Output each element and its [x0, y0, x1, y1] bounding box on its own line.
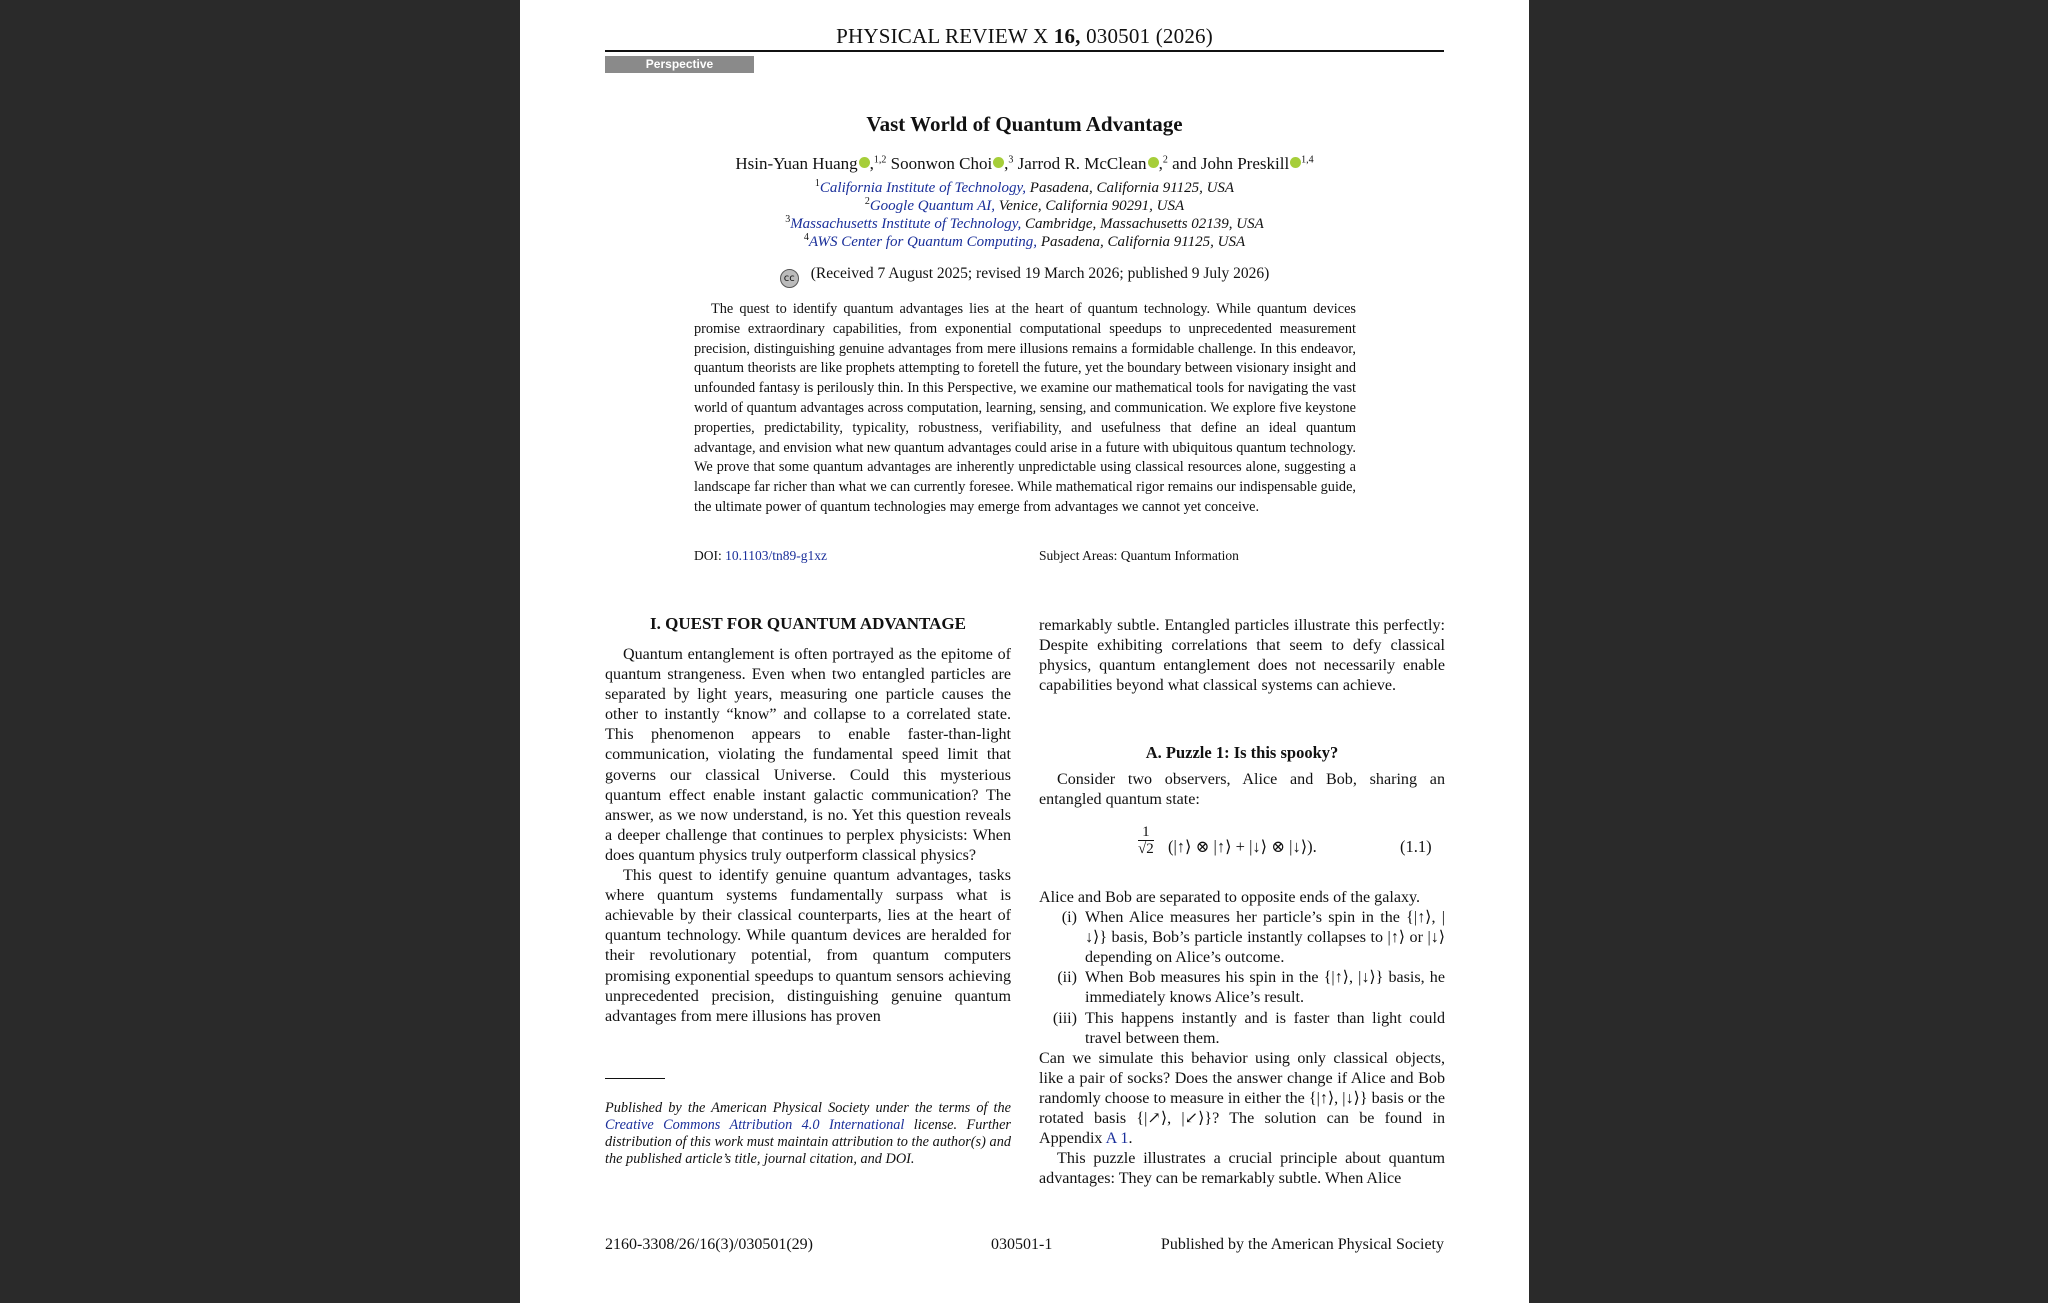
- journal-volume: 16,: [1053, 24, 1081, 48]
- paragraph: remarkably subtle. Entangled particles illustrate this perfectly: Despite exhibiting correlations that seem to defy classical physics, quantum entanglement does not necessarily enable capabilities beyond what classical systems can achieve.: [1039, 617, 1445, 695]
- left-column: [605, 645, 1011, 1027]
- author[interactable]: Hsin-Yuan Huang ,$^{1,2}$: [735, 154, 887, 173]
- appendix-link[interactable]: A 1: [1105, 1130, 1129, 1148]
- paragraph: This quest to identify genuine quantum advantages, tasks where quantum systems fundamentally surpass what is achievable by their classical counterparts, lies at the heart of quantum technology. While quantum devices are heralded for their revolutionary potential, from quantum computers promising exponential speedups to quantum sensors achieving unprecedented precision, distinguishing genuine quantum advantages from mere illusions has proven: [605, 867, 1011, 1025]
- orcid-icon[interactable]: [993, 157, 1004, 168]
- orcid-icon[interactable]: [1148, 157, 1159, 168]
- footer-publisher: Published by the American Physical Society: [1160, 1236, 1444, 1253]
- author-list: Hsin-Yuan Huang ,$^{1,2}$ Soonwon Choi ,$^3$ Jarrod R. McClean ,$^2$ and John Preskill $^{1,4}$: [735, 154, 1314, 173]
- article-title: Vast World of Quantum Advantage: [866, 112, 1183, 136]
- affiliation: $^4$AWS Center for Quantum Computing, Pasadena, California 91125, USA: [803, 232, 1246, 250]
- subject-areas: Subject Areas: Quantum Information: [1039, 548, 1239, 563]
- footer-issn: 2160-3308/26/16(3)/030501(29): [605, 1236, 813, 1253]
- puzzle-body: Alice and Bob are separated to opposite ends of the galaxy. (i) When Alice measures her particle’s spin in the {|↑⟩, |↓⟩} basis, Bob’s particle instantly collapses to |↑⟩ or |↓⟩ depending on Alice’s outcome. (ii) When Bob measures his spin in the {|↑⟩, |↓⟩} basis, he immediately knows Alice’s result. (iii) This happens instantly and is faster than light could travel between them. Can we simulate this behavior using only classical objects, like a pair of socks? Does the answer change if Alice and Bob randomly choose to measure in either the {|↑⟩, |↓⟩} basis or the rotated basis {|↗⟩, |↙⟩}? The solution can be found in Appendix A 1. This puzzle illustrates a crucial principle about quantum advantages: They can be remarkably subtle. When Alice: [1039, 888, 1445, 1189]
- equation-body: (|↑⟩ ⊗ |↑⟩ + |↓⟩ ⊗ |↓⟩).: [1168, 837, 1317, 856]
- list-item: (ii) When Bob measures his spin in the {|↑⟩, |↓⟩} basis, he immediately knows Alice’s result.: [1057, 969, 1445, 1007]
- paragraph: Quantum entanglement is often portrayed as the epitome of quantum strangeness. Even when two entangled particles are separated by light years, measuring one particle causes the other to instantly “know” and collapse to a correlated state. This phenomenon appears to enable faster-than-light communication, violating the fundamental speed limit that governs our classical Universe. Could this mysterious quantum effect enable instant galactic communication? The answer, as we now understand, is no. Yet this question reveals a deeper challenge that continues to perplex physicists: When does quantum physics truly outperform classical physics?: [605, 646, 1011, 864]
- affiliation-link[interactable]: AWS Center for Quantum Computing,: [808, 234, 1038, 250]
- publication-dates: cc (Received 7 August 2025; revised 19 March 2026; published 9 July 2026): [520, 265, 1529, 288]
- equation-label: (1.1): [1400, 837, 1432, 856]
- affiliation: $^2$Google Quantum AI, Venice, California 90291, USA: [864, 196, 1185, 214]
- affiliation-link[interactable]: Google Quantum AI,: [869, 198, 995, 214]
- doi-link[interactable]: 10.1103/tn89-g1xz: [725, 548, 827, 563]
- article-number: 030501 (2026): [1086, 24, 1213, 48]
- license-link[interactable]: Creative Commons Attribution 4.0 International: [605, 1117, 905, 1133]
- orcid-icon[interactable]: [1290, 157, 1301, 168]
- open-access-icon[interactable]: cc: [780, 269, 799, 288]
- author[interactable]: John Preskill $^{1,4}$: [1200, 154, 1314, 173]
- list-item: (iii) This happens instantly and is faster than light could travel between them.: [1052, 1009, 1445, 1047]
- affiliation: $^1$California Institute of Technology, Pasadena, California 91125, USA: [814, 178, 1235, 196]
- subsection-heading: A. Puzzle 1: Is this spooky?: [1145, 743, 1339, 762]
- orcid-icon[interactable]: [859, 157, 870, 168]
- author[interactable]: Soonwon Choi ,$^3$: [890, 154, 1014, 173]
- footnote-rule: [605, 1078, 665, 1079]
- doi: DOI: 10.1103/tn89-g1xz: [694, 548, 827, 563]
- header-rule: [605, 50, 1444, 52]
- abstract: The quest to identify quantum advantages lies at the heart of quantum technology. While quantum devices promise extraordinary capabilities, from exponential computational speedups to unprecedented measurement precision, distinguishing genuine advantages from mere illusions remains a formidable challenge. In this endeavor, quantum theorists are like prophets attempting to foretell the future, yet the boundary between visionary insight and unfounded fantasy is perilously thin. In this Perspective, we examine our mathematical tools for navigating the vast world of quantum advantages across computation, learning, sensing, and communication. We explore five keystone properties, predictability, typicality, robustness, verifiability, and usefulness that define an ideal quantum advantage, and envision what new quantum advantages could arise in a future with ubiquitous quantum technology. We prove that some quantum advantages are inherently unpredictable using classical resources alone, suggesting a landscape far richer than what we can currently foresee. While mathematical rigor remains our indispensable guide, the ultimate power of quantum technologies may emerge from advantages we cannot yet conceive.: [694, 301, 1356, 515]
- affiliation: $^3$Massachusetts Institute of Technology, Cambridge, Massachusetts 02139, USA: [785, 214, 1264, 232]
- puzzle-list: [1039, 908, 1445, 1049]
- affiliation-link[interactable]: Massachusetts Institute of Technology,: [790, 216, 1022, 232]
- article-type-badge: Perspective: [605, 56, 754, 73]
- paragraph: This puzzle illustrates a crucial principle about quantum advantages: They can be remarkably subtle. When Alice: [1039, 1150, 1445, 1188]
- journal-name: PHYSICAL REVIEW X: [836, 24, 1049, 48]
- article-page: [520, 0, 1529, 1303]
- equation-fraction: $\frac{1}{√2}$: [1138, 824, 1154, 857]
- right-column-top: [1039, 616, 1445, 696]
- author[interactable]: Jarrod R. McClean ,$^2$: [1017, 154, 1168, 173]
- journal-header: [520, 24, 1529, 49]
- list-item: (i) When Alice measures her particle’s spin in the {|↑⟩, |↓⟩} basis, Bob’s particle instantly collapses to |↑⟩ or |↓⟩ depending on Alice’s outcome.: [1061, 909, 1445, 967]
- puzzle-intro: Consider two observers, Alice and Bob, sharing an entangled quantum state:: [1039, 771, 1445, 809]
- paragraph: Can we simulate this behavior using only classical objects, like a pair of socks? Does the answer change if Alice and Bob randomly choose to measure in either the {|↑⟩, |↓⟩} basis or the rotated basis {|↗⟩, |↙⟩}? The solution can be found in Appendix A 1.: [1039, 1049, 1445, 1148]
- section-heading: I. QUEST FOR QUANTUM ADVANTAGE: [650, 614, 966, 633]
- page-number: 030501-1: [991, 1236, 1053, 1253]
- license-footnote: Published by the American Physical Society under the terms of the Creative Commons Attribution 4.0 International license. Further distribution of this work must maintain attribution to the author(s) and the published article’s title, journal citation, and DOI.: [605, 1100, 1011, 1167]
- affiliation-link[interactable]: California Institute of Technology,: [819, 180, 1027, 196]
